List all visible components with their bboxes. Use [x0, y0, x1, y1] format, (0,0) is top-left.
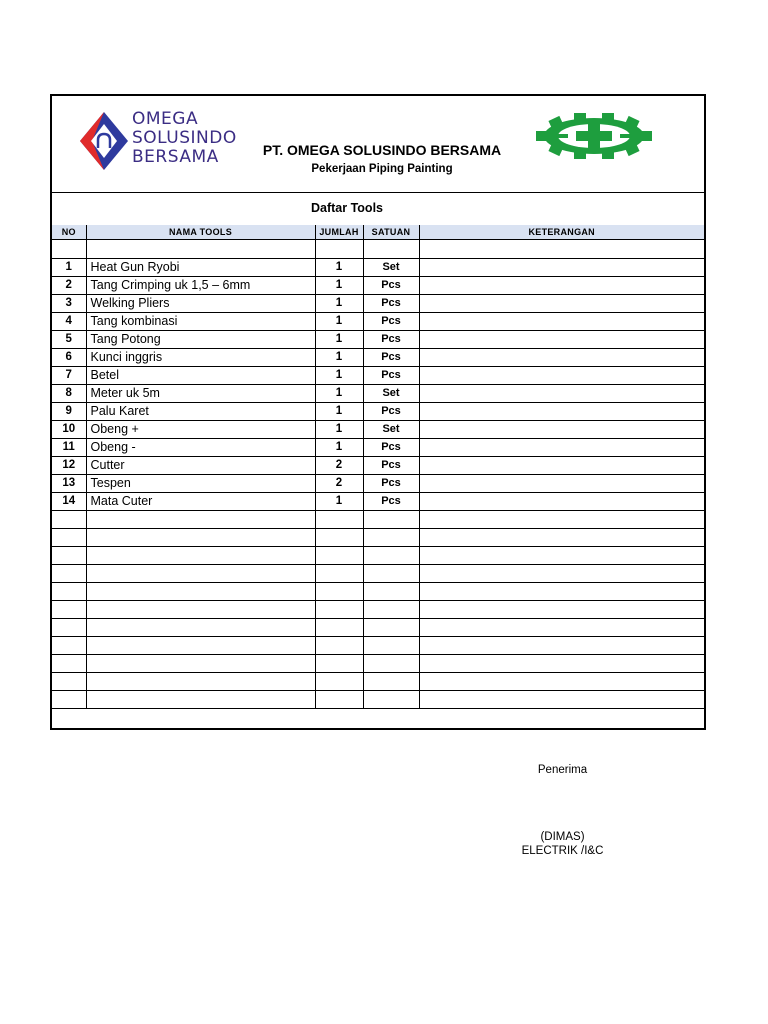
project-name: Pekerjaan Piping Painting: [311, 163, 453, 175]
col-header-name: NAMA TOOLS: [86, 225, 315, 239]
table-header-row: [52, 225, 704, 239]
cell-name: Tang kombinasi: [86, 312, 315, 330]
cell-qty: 1: [315, 330, 363, 348]
cell-note: [419, 276, 704, 294]
cell-qty: 1: [315, 438, 363, 456]
tools-list-sheet: [50, 94, 706, 730]
cell-note: [419, 420, 704, 438]
cell-qty: 1: [315, 348, 363, 366]
cell-unit: Pcs: [363, 366, 419, 384]
cell-name: Meter uk 5m: [86, 384, 315, 402]
table-row: [52, 420, 704, 438]
table-row-empty: [52, 528, 704, 546]
cell-note: [419, 294, 704, 312]
cell-name: Obeng -: [86, 438, 315, 456]
cell-note: [419, 384, 704, 402]
table-row: [52, 348, 704, 366]
cell-unit: Set: [363, 258, 419, 276]
table-row-empty: [52, 654, 704, 672]
table-row: [52, 312, 704, 330]
table-row: [52, 294, 704, 312]
table-row-empty: [52, 510, 704, 528]
cell-unit: Pcs: [363, 330, 419, 348]
col-header-qty: JUMLAH: [315, 225, 363, 239]
cell-note: [419, 366, 704, 384]
table-row-empty: [52, 600, 704, 618]
cell-name: Mata Cuter: [86, 492, 315, 510]
cell-unit: Pcs: [363, 438, 419, 456]
cell-no: 3: [52, 294, 86, 312]
col-header-unit: SATUAN: [363, 225, 419, 239]
cell-unit: Pcs: [363, 348, 419, 366]
table-row-empty: [52, 546, 704, 564]
cell-note: [419, 258, 704, 276]
table-row: [52, 438, 704, 456]
title-row: [52, 192, 704, 225]
col-header-note: KETERANGAN: [419, 225, 704, 239]
cell-note: [419, 456, 704, 474]
cell-unit: Pcs: [363, 474, 419, 492]
cell-no: 12: [52, 456, 86, 474]
cell-no: 10: [52, 420, 86, 438]
document-title: Daftar Tools: [311, 201, 383, 215]
logo-line-1: OMEGA: [132, 109, 199, 129]
logo-line-2: SOLUSINDO: [132, 128, 237, 148]
cell-qty: 1: [315, 384, 363, 402]
cell-no: 13: [52, 474, 86, 492]
table-row-empty: [52, 672, 704, 690]
table-row-blank: [52, 239, 704, 258]
cell-name: Tang Potong: [86, 330, 315, 348]
cell-name: Palu Karet: [86, 402, 315, 420]
cell-qty: 1: [315, 492, 363, 510]
cell-note: [419, 492, 704, 510]
cell-name: Tang Crimping uk 1,5 – 6mm: [86, 276, 315, 294]
cell-note: [419, 348, 704, 366]
cell-unit: Pcs: [363, 402, 419, 420]
cell-no: 9: [52, 402, 86, 420]
cell-no: 6: [52, 348, 86, 366]
cell-qty: 1: [315, 402, 363, 420]
cell-no: 1: [52, 258, 86, 276]
cell-unit: Set: [363, 384, 419, 402]
table-row-empty: [52, 690, 704, 708]
table-row-empty: [52, 636, 704, 654]
cell-unit: Pcs: [363, 294, 419, 312]
cell-name: Welking Pliers: [86, 294, 315, 312]
table-row: [52, 276, 704, 294]
cell-qty: 1: [315, 258, 363, 276]
cell-note: [419, 474, 704, 492]
cell-qty: 1: [315, 420, 363, 438]
cell-no: 11: [52, 438, 86, 456]
cell-note: [419, 312, 704, 330]
cell-name: Betel: [86, 366, 315, 384]
cell-unit: Pcs: [363, 456, 419, 474]
cell-qty: 1: [315, 312, 363, 330]
logo-line-3: BERSAMA: [132, 147, 219, 167]
table-row: [52, 258, 704, 276]
cell-note: [419, 438, 704, 456]
cell-unit: Pcs: [363, 276, 419, 294]
cell-unit: Pcs: [363, 312, 419, 330]
logo-wordmark: [132, 110, 237, 167]
table-row: [52, 474, 704, 492]
cell-no: 5: [52, 330, 86, 348]
col-header-no: NO: [52, 225, 86, 239]
receiver-role: ELECTRIK /I&C: [521, 845, 604, 857]
table-row: [52, 456, 704, 474]
cell-qty: 2: [315, 456, 363, 474]
table-row: [52, 384, 704, 402]
cell-no: 7: [52, 366, 86, 384]
cell-name: Kunci inggris: [86, 348, 315, 366]
table-row: [52, 402, 704, 420]
cell-no: 8: [52, 384, 86, 402]
cell-note: [419, 330, 704, 348]
tools-table: [52, 225, 704, 709]
receiver-label: Penerima: [537, 764, 588, 776]
omega-diamond-logo-icon: [78, 110, 130, 172]
cell-unit: Set: [363, 420, 419, 438]
green-gear-cross-icon: [530, 112, 658, 160]
cell-qty: 2: [315, 474, 363, 492]
document-header: [52, 96, 704, 192]
signature-block: [500, 764, 625, 858]
cell-qty: 1: [315, 294, 363, 312]
table-row: [52, 330, 704, 348]
cell-unit: Pcs: [363, 492, 419, 510]
table-row-empty: [52, 618, 704, 636]
cell-qty: 1: [315, 276, 363, 294]
table-row-empty: [52, 582, 704, 600]
receiver-name: (DIMAS): [540, 831, 585, 843]
cell-no: 2: [52, 276, 86, 294]
cell-note: [419, 402, 704, 420]
cell-name: Tespen: [86, 474, 315, 492]
table-row: [52, 366, 704, 384]
cell-name: Obeng +: [86, 420, 315, 438]
table-row-empty: [52, 564, 704, 582]
table-row: [52, 492, 704, 510]
company-name: PT. OMEGA SOLUSINDO BERSAMA: [262, 142, 502, 158]
cell-no: 14: [52, 492, 86, 510]
cell-qty: 1: [315, 366, 363, 384]
cell-name: Heat Gun Ryobi: [86, 258, 315, 276]
cell-name: Cutter: [86, 456, 315, 474]
cell-no: 4: [52, 312, 86, 330]
